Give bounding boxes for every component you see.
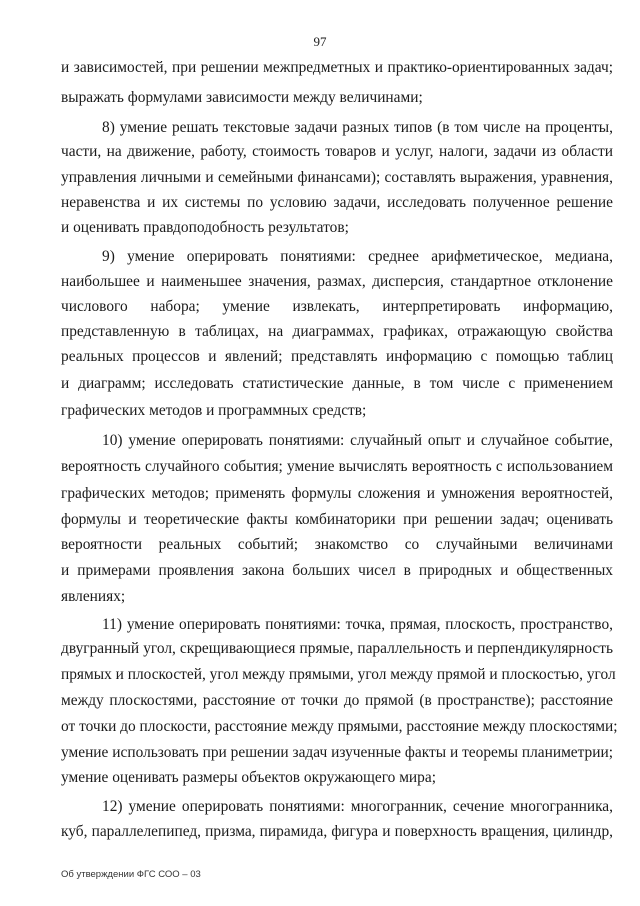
text-line: неравенства и их системы по условию задачи, исследовать полученное решение: [61, 194, 613, 211]
text-line: числового набора; умение извлекать, интерпретировать информацию,: [61, 298, 613, 315]
text-line: между плоскостями, расстояние от точки до прямой (в пространстве); расстояние: [61, 692, 613, 709]
text-line: умение оценивать размеры объектов окружающего мира;: [61, 769, 436, 786]
text-line: формулы и теоретические факты комбинаторики при решении задач; оценивать: [61, 511, 613, 528]
text-line: вероятности реальных событий; знакомство со случайными величинами: [61, 536, 613, 553]
text-line: и оценивать правдоподобность результатов;: [61, 219, 349, 236]
text-line: графических методов и программных средств;: [61, 402, 367, 419]
paragraph-12-first-line: 12) умение оперировать понятиями: многогранник, сечение многогранника,: [102, 798, 613, 815]
footer-note: Об утверждении ФГС СОО – 03: [61, 869, 201, 880]
text-line: реальных процессов и явлений; представлять информацию с помощью таблиц: [61, 348, 613, 365]
text-line: и зависимостей, при решении межпредметных и практико-ориентированных задач;: [61, 59, 613, 76]
text-line: и диаграмм; исследовать статистические данные, в том числе с применением: [61, 375, 613, 392]
text-line: явлениях;: [61, 588, 126, 605]
text-line: графических методов; применять формулы сложения и умножения вероятностей,: [61, 485, 613, 502]
text-line: и примерами проявления закона больших чисел в природных и общественных: [61, 562, 613, 579]
paragraph-10-first-line: 10) умение оперировать понятиями: случайный опыт и случайное событие,: [102, 432, 613, 449]
paragraph-11-first-line: 11) умение оперировать понятиями: точка, прямая, плоскость, пространство,: [102, 616, 613, 633]
text-line: выражать формулами зависимости между величинами;: [61, 89, 423, 106]
text-line: наибольшее и наименьшее значения, размах, дисперсия, стандартное отклонение: [61, 273, 613, 290]
text-line: двугранный угол, скрещивающиеся прямые, параллельность и перпендикулярность: [61, 640, 613, 657]
paragraph-8-first-line: 8) умение решать текстовые задачи разных типов (в том числе на проценты,: [102, 119, 613, 136]
text-line: представленную в таблицах, на диаграммах, графиках, отражающую свойства: [61, 323, 613, 340]
text-line: от точки до плоскости, расстояние между прямыми, расстояние между плоскостями;: [61, 718, 618, 735]
page-number: 97: [313, 34, 327, 49]
text-line: управления личными и семейными финансами); составлять выражения, уравнения,: [61, 169, 613, 186]
text-line: части, на движение, работу, стоимость товаров и услуг, налоги, задачи из области: [61, 143, 613, 160]
paragraph-9-first-line: 9) умение оперировать понятиями: среднее арифметическое, медиана,: [102, 248, 613, 265]
text-line: вероятность случайного события; умение вычислять вероятность с использованием: [61, 458, 613, 475]
text-line: куб, параллелепипед, призма, пирамида, фигура и поверхность вращения, цилиндр,: [61, 823, 613, 840]
text-line: прямых и плоскостей, угол между прямыми, угол между прямой и плоскостью, угол: [61, 666, 616, 683]
text-line: умение использовать при решении задач изученные факты и теоремы планиметрии;: [61, 744, 613, 761]
